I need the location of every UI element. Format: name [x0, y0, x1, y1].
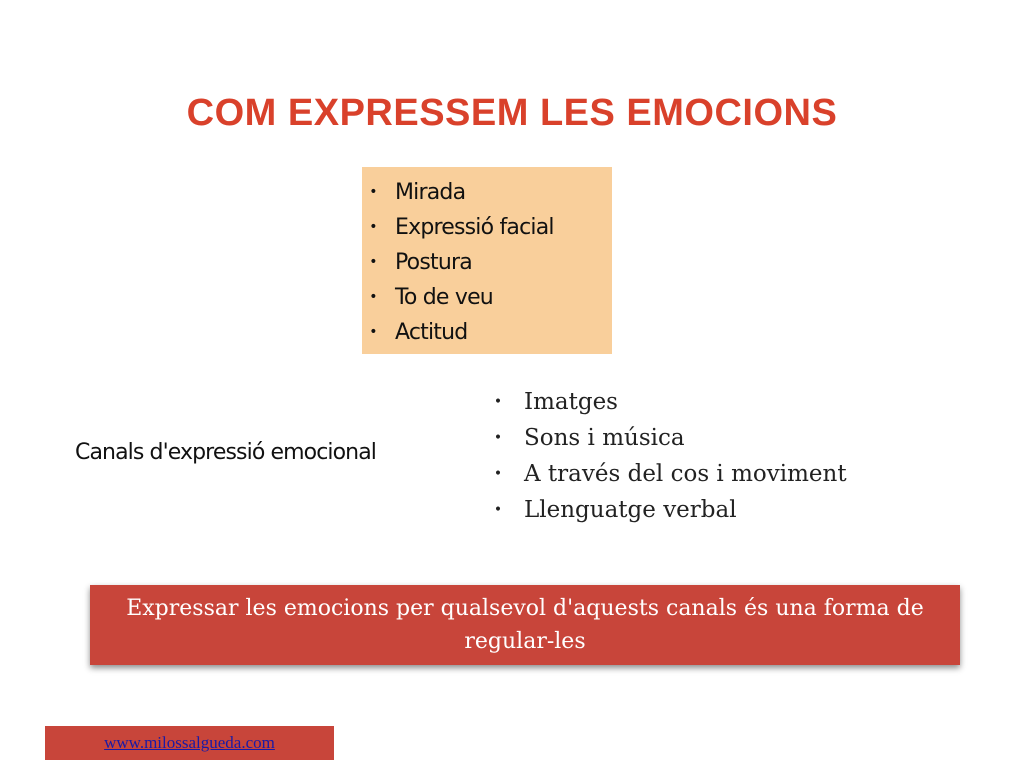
conclusion-banner	[90, 585, 960, 665]
list-item: • Expressió facial	[362, 210, 612, 245]
list-item: • Llenguatge verbal	[490, 492, 847, 528]
channels-list-container	[490, 384, 847, 528]
list-item: • Postura	[362, 245, 612, 280]
bullet-icon: •	[493, 502, 503, 518]
channels-label: Canals d'expressió emocional	[75, 440, 376, 465]
nonverbal-list-box	[362, 167, 612, 354]
bullet-icon: •	[369, 184, 377, 200]
bullet-icon: •	[493, 430, 503, 446]
slide-title: COM EXPRESSEM LES EMOCIONS	[186, 92, 838, 134]
list-item: • Sons i música	[490, 420, 847, 456]
channels-list	[490, 384, 847, 528]
bullet-icon: •	[493, 394, 503, 410]
list-item: • To de veu	[362, 280, 612, 315]
list-item: • A través del cos i moviment	[490, 456, 847, 492]
bullet-icon: •	[369, 289, 377, 305]
list-item: • Imatges	[490, 384, 847, 420]
nonverbal-list	[362, 175, 612, 350]
list-item: • Actitud	[362, 315, 612, 350]
bullet-icon: •	[369, 219, 377, 235]
banner-text: Expressar les emocions per qualsevol d'aquests canals és una forma de regular-les	[126, 596, 924, 654]
bullet-icon: •	[369, 254, 377, 270]
bullet-icon: •	[493, 466, 503, 482]
bullet-icon: •	[369, 324, 377, 340]
list-item: • Mirada	[362, 175, 612, 210]
footer-box	[45, 726, 334, 760]
website-link[interactable]: www.milossalgueda.com	[104, 733, 275, 752]
